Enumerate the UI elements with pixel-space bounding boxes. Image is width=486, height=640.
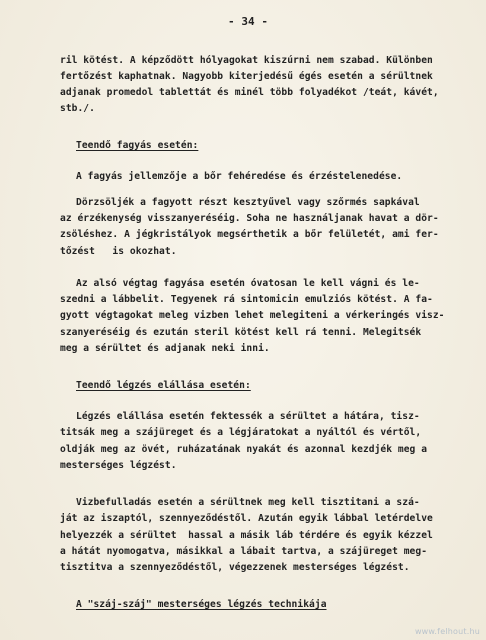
page-number: - 34 -: [228, 15, 269, 28]
section-heading-mouth-to-mouth: A "száj-száj" mesterséges légzés technikája: [76, 599, 327, 610]
text-line: titsák meg a szájüreget és a légjáratokat a nyáltól és vértől,: [60, 427, 422, 438]
text-line: szedni a lábbelit. Tegyenek rá sintomicin emulziós kötést. A fa-: [60, 294, 433, 305]
text-line: a hátát nyomogatva, másikkal a lábait tartva, a szájüreget meg-: [60, 546, 428, 557]
text-line: A fagyás jellemzője a bőr fehéredése és érzéstelenedése.: [76, 171, 403, 182]
text-line: Vizbefulladás esetén a sérültnek meg kell tisztitani a szá-: [76, 497, 420, 508]
watermark: www.felhout.hu: [414, 627, 480, 636]
section-heading-breathing: Teendő légzés elállása esetén:: [76, 380, 251, 391]
text-line: tőzést is okozhat.: [60, 246, 177, 257]
text-line: fertőzést kaphatnak. Nagyobb kiterjedésű égés esetén a sérültnek: [60, 71, 433, 82]
text-line: mesterséges légzést.: [60, 460, 177, 471]
text-line: adjanak promedol tablettát és minél több folyadékot /teát, kávét,: [60, 87, 439, 98]
text-line: Légzés elállása esetén fektessék a sérültet a hátára, tisz-: [76, 411, 420, 422]
text-line: helyezzék a sérültet hassal a másik láb térdére és egyik kézzel: [60, 530, 433, 541]
text-line: Dörzsöljék a fagyott részt kesztyűvel vagy szőrmés sapkával: [76, 197, 420, 208]
text-line: ril kötést. A képződött hólyagokat kiszúrni nem szabad. Különben: [60, 55, 433, 66]
text-line: gyott végtagokat meleg vizben lehet melegiteni a vérkeringés visz-: [60, 310, 445, 321]
text-line: zsöléshez. A jégkristályok megsérthetik a bőr felületét, ami fer-: [60, 229, 439, 240]
text-line: szanyeréséig és ezután steril kötést kell rá tenni. Melegitsék: [60, 327, 422, 338]
section-heading-frostbite: Teendő fagyás esetén:: [76, 140, 199, 151]
text-line: ját az iszaptól, szennyeződéstől. Azután egyik lábbal letérdelve: [60, 513, 433, 524]
text-line: tisztitva a szennyeződéstől, végezzenek mesterséges légzést.: [60, 562, 410, 573]
text-line: meg a sérültet és adjanak neki inni.: [60, 343, 270, 354]
text-line: oldják meg az övét, ruházatának nyakát és azonnal kezdjék meg a: [60, 444, 428, 455]
text-line: Az alsó végtag fagyása esetén óvatosan le kell vágni és le-: [76, 278, 420, 289]
text-line: stb./.: [60, 103, 95, 114]
text-line: az érzékenység visszanyeréséig. Soha ne használjanak havat a dör-: [60, 213, 439, 224]
